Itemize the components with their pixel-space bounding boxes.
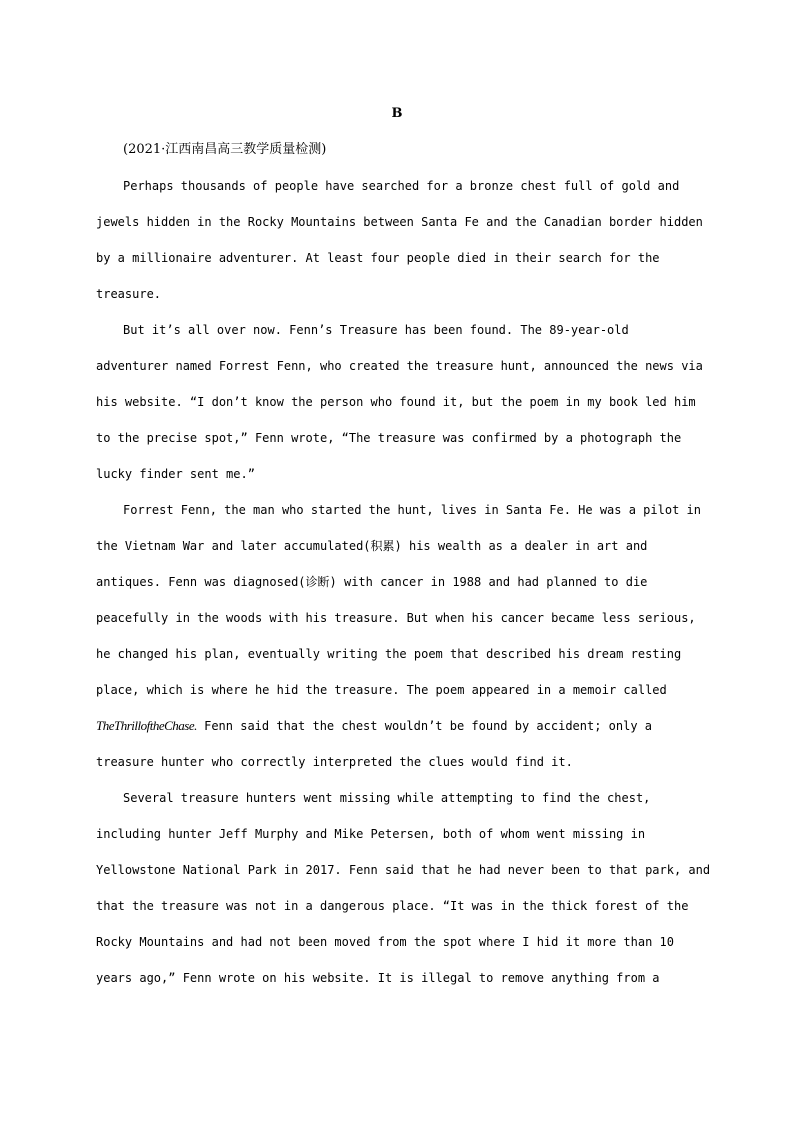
line-text: lucky finder sent me.” bbox=[96, 467, 255, 481]
line-text: he changed his plan, eventually writing the poem that described his dream resting bbox=[96, 647, 682, 661]
passage-line bbox=[96, 752, 696, 788]
passage-line bbox=[96, 176, 696, 212]
line-text: Rocky Mountains and had not been moved from the spot where I hid it more than 10 bbox=[96, 935, 674, 949]
line-text: peacefully in the woods with his treasure. But when his cancer became less serious, bbox=[96, 611, 696, 625]
passage-line bbox=[96, 608, 696, 644]
passage-body bbox=[96, 176, 711, 1004]
line-text: the Vietnam War and later accumulated(积累) his wealth as a dealer in art and bbox=[96, 539, 648, 553]
line-text: Perhaps thousands of people have searched for a bronze chest full of gold and bbox=[123, 179, 680, 193]
passage-line bbox=[96, 716, 696, 752]
passage-line bbox=[96, 464, 696, 500]
line-text: Several treasure hunters went missing while attempting to find the chest, bbox=[123, 791, 651, 805]
line-text: But it’s all over now. Fenn’s Treasure has been found. The 89-year-old bbox=[123, 323, 629, 337]
passage-line bbox=[96, 932, 696, 968]
line-text: jewels hidden in the Rocky Mountains between Santa Fe and the Canadian border hidden bbox=[96, 215, 703, 229]
passage-line bbox=[96, 284, 696, 320]
line-text: including hunter Jeff Murphy and Mike Petersen, both of whom went missing in bbox=[96, 827, 646, 841]
line-text: Fenn said that the chest wouldn’t be found by accident; only a bbox=[196, 719, 653, 733]
passage-line bbox=[96, 500, 701, 536]
passage-line bbox=[96, 680, 696, 716]
passage-line bbox=[96, 572, 696, 608]
line-text: years ago,” Fenn wrote on his website. It is illegal to remove anything from a bbox=[96, 971, 660, 985]
line-text: to the precise spot,” Fenn wrote, “The treasure was confirmed by a photograph the bbox=[96, 431, 682, 445]
passage-line bbox=[96, 428, 696, 464]
line-text: antiques. Fenn was diagnosed(诊断) with cancer in 1988 and had planned to die bbox=[96, 575, 648, 589]
line-text: Forrest Fenn, the man who started the hunt, lives in Santa Fe. He was a pilot in bbox=[123, 503, 701, 517]
line-text: place, which is where he hid the treasure. The poem appeared in a memoir called bbox=[96, 683, 667, 697]
passage-line bbox=[96, 536, 696, 572]
book-title: TheThrilloftheChase. bbox=[96, 718, 197, 733]
passage-line bbox=[96, 860, 711, 896]
passage-line bbox=[96, 356, 703, 392]
passage-line bbox=[96, 248, 696, 284]
line-text: treasure hunter who correctly interpreted the clues would find it. bbox=[96, 755, 573, 769]
line-text: by a millionaire adventurer. At least four people died in their search for the bbox=[96, 251, 660, 265]
passage-line bbox=[96, 968, 696, 1004]
passage-line bbox=[96, 824, 696, 860]
line-text: Yellowstone National Park in 2017. Fenn said that he had never been to that park, and bbox=[96, 863, 711, 877]
passage-line bbox=[96, 392, 696, 428]
line-text: adventurer named Forrest Fenn, who created the treasure hunt, announced the news via bbox=[96, 359, 703, 373]
source-citation: (2021·江西南昌高三教学质量检测) bbox=[123, 142, 327, 157]
section-heading: B bbox=[391, 106, 403, 121]
line-text: his website. “I don’t know the person who found it, but the poem in my book led him bbox=[96, 395, 696, 409]
passage-line bbox=[96, 644, 696, 680]
line-text: treasure. bbox=[96, 287, 162, 301]
passage-line bbox=[96, 320, 696, 356]
passage-line bbox=[96, 212, 703, 248]
passage-line bbox=[96, 788, 696, 824]
passage-line bbox=[96, 896, 696, 932]
line-text: that the treasure was not in a dangerous place. “It was in the thick forest of the bbox=[96, 899, 689, 913]
